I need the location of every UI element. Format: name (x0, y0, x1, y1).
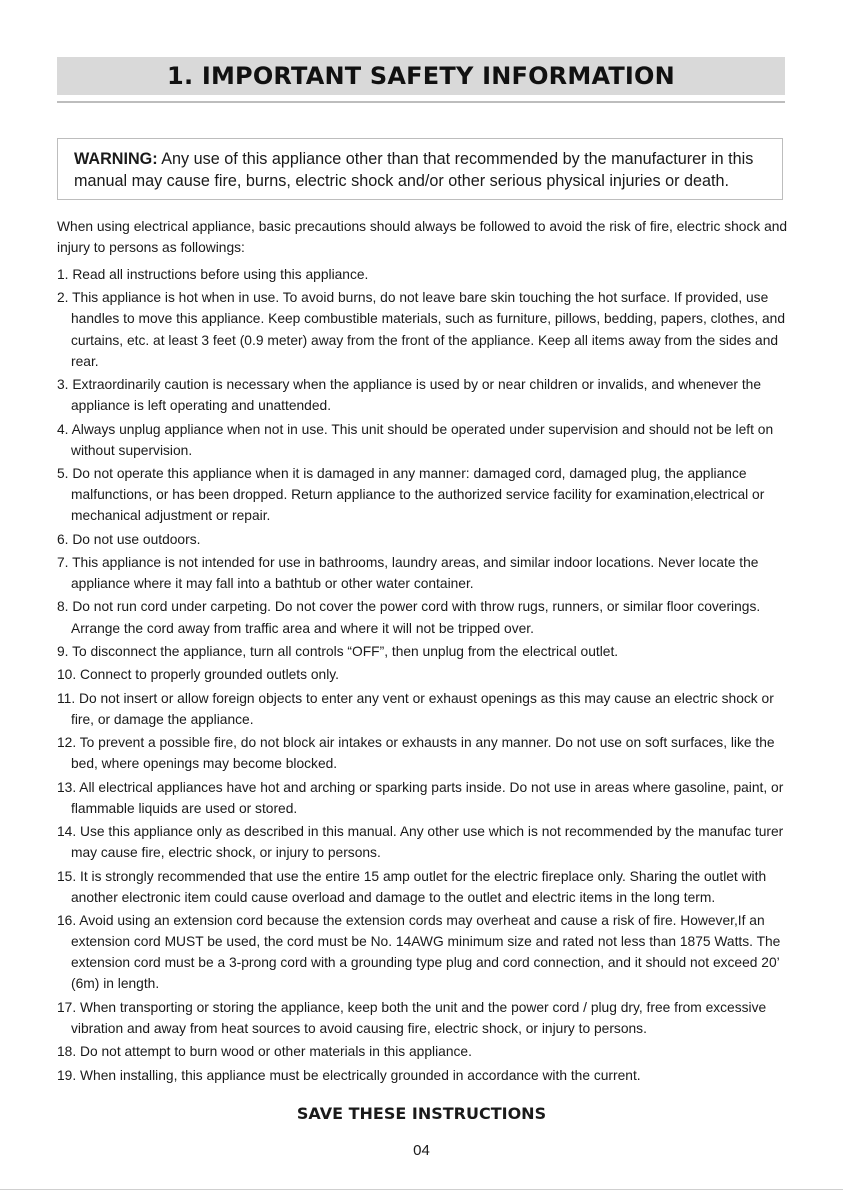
safety-item: 9. To disconnect the appliance, turn all controls “OFF”, then unplug from the electrical outlet. (57, 643, 619, 659)
section-title-bar (57, 57, 785, 95)
safety-item: 6. Do not use outdoors. (57, 531, 201, 547)
safety-item: 16. Avoid using an extension cord because the extension cords may overheat and cause a risk of fire. However,If an extension cord MUST be used, the cord must be No. 14AWG minimum size and rated not less than 1875 Watts. The extension cord must be a 3-prong cord with a grounding type plug and cord connection, and it should not exceed 20’ (6m) in length. (57, 913, 781, 992)
section-title: 1. IMPORTANT SAFETY INFORMATION (167, 62, 675, 90)
safety-item: 18. Do not attempt to burn wood or other materials in this appliance. (57, 1044, 472, 1060)
safety-item: 12. To prevent a possible fire, do not block air intakes or exhausts in any manner. Do not use on soft surfaces, like the bed, where openings may become blocked. (57, 735, 775, 772)
safety-item: 13. All electrical appliances have hot and arching or sparking parts inside. Do not use in areas where gasoline, paint, or flammable liquids are used or stored. (57, 779, 784, 816)
save-instructions-heading: SAVE THESE INSTRUCTIONS (296, 1104, 547, 1123)
safety-item: 8. Do not run cord under carpeting. Do not cover the power cord with throw rugs, runners, or similar floor coverings. Arrange the cord away from traffic area and where it will not be tripped over. (57, 599, 761, 636)
safety-item: 11. Do not insert or allow foreign objects to enter any vent or exhaust openings as this may cause an electric shock or fire, or damage the appliance. (57, 690, 774, 727)
safety-item: 15. It is strongly recommended that use the entire 15 amp outlet for the electric fireplace only. Sharing the outlet with another electronic item could cause overload and damage to the outlet and electric items in the long term. (57, 868, 767, 905)
warning-text: Any use of this appliance other than that recommended by the manufacturer in this manual may cause fire, burns, electric shock and/or other serious physical injuries or death. (74, 150, 754, 190)
safety-item: 2. This appliance is hot when in use. To avoid burns, do not leave bare skin touching the hot surface. If provided, use handles to move this appliance. Keep combustible materials, such as furniture, pillows, bedding, papers, clothes, and curtains, etc. at least 3 feet (0.9 meter) away from the front of the appliance. Keep all items away from the sides and rear. (57, 290, 786, 369)
safety-item: 14. Use this appliance only as described in this manual. Any other use which is not recommended by the manufac turer may cause fire, electric shock, or injury to persons. (57, 824, 784, 861)
safety-item: 4. Always unplug appliance when not in use. This unit should be operated under supervision and should not be left on without supervision. (57, 421, 774, 458)
safety-item: 1. Read all instructions before using this appliance. (57, 267, 369, 282)
page-number: 04 (413, 1142, 430, 1159)
safety-list (57, 264, 789, 1088)
intro-paragraph: When using electrical appliance, basic precautions should always be followed to avoid the risk of fire, electric shock and injury to persons as followings: (57, 219, 788, 255)
safety-item: 19. When installing, this appliance must be electrically grounded in accordance with the current. (57, 1067, 641, 1083)
bottom-divider (0, 1189, 843, 1190)
safety-item: 3. Extraordinarily caution is necessary when the appliance is used by or near children or invalids, and whenever the appliance is left operating and unattended. (57, 377, 762, 414)
safety-item: 17. When transporting or storing the appliance, keep both the unit and the power cord / plug dry, free from excessive vibration and away from heat sources to avoid causing fire, electric shock, or injury to persons. (57, 999, 767, 1036)
safety-item: 7. This appliance is not intended for use in bathrooms, laundry areas, and similar indoor locations. Never locate the appliance where it may fall into a bathtub or other water container. (57, 555, 759, 592)
safety-item: 5. Do not operate this appliance when it is damaged in any manner: damaged cord, damaged plug, the appliance malfunctions, or has been dropped. Return appliance to the authorized service facility for examination,electrical or mechanical adjustment or repair. (57, 466, 765, 524)
safety-item: 10. Connect to properly grounded outlets only. (57, 667, 339, 683)
warning-label: WARNING: (74, 150, 158, 168)
warning-box (57, 138, 783, 200)
title-divider (57, 101, 785, 103)
